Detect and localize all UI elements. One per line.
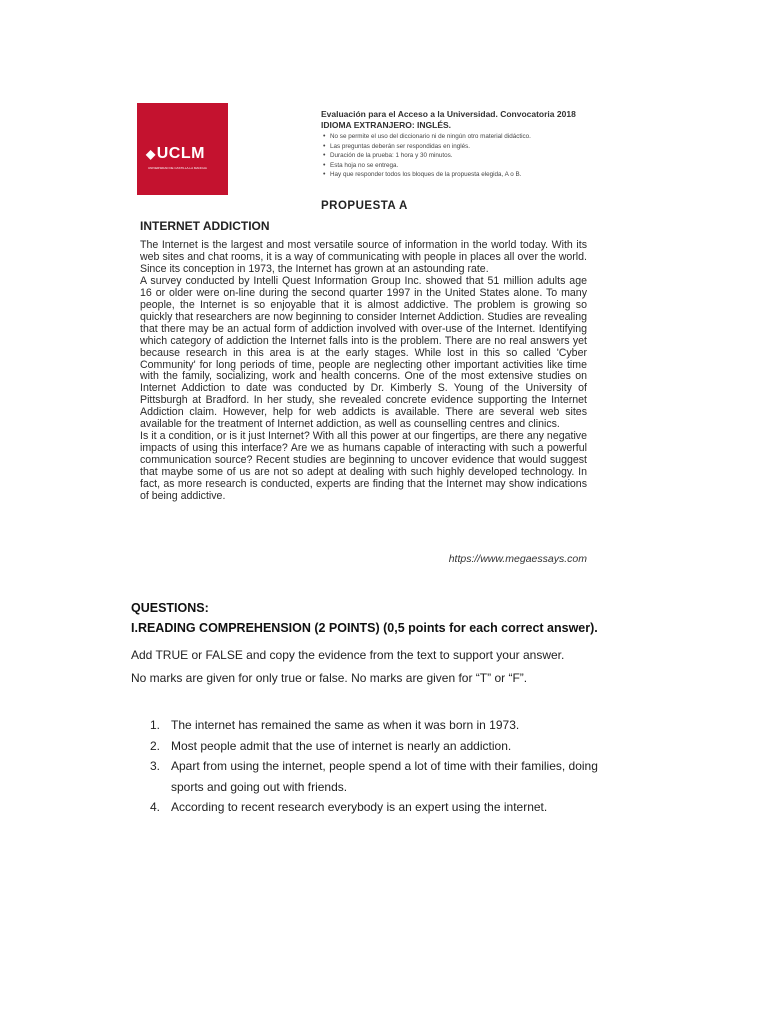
article-title: INTERNET ADDICTION [140, 219, 270, 233]
question-text: Apart from using the internet, people spend a lot of time with their families, doing sports and going out with friends. [171, 759, 598, 794]
question-item [131, 756, 611, 797]
exam-header [321, 109, 611, 180]
question-item [131, 797, 611, 818]
exam-rule: • Duración de la prueba: 1 hora y 30 minutos. [330, 151, 611, 161]
proposal-label: PROPUESTA A [321, 200, 408, 212]
article-source: https://www.megaessays.com [448, 553, 587, 565]
reading-comprehension-heading: I.READING COMPREHENSION (2 POINTS) (0,5 points for each correct answer). [131, 621, 598, 635]
exam-rule: • Las preguntas deberán ser respondidas en inglés. [330, 142, 611, 152]
question-number: 1. [150, 718, 161, 732]
article-body [140, 240, 587, 503]
exam-rule: • Hay que responder todos los bloques de la propuesta elegida, A o B. [330, 170, 611, 180]
question-list [131, 715, 611, 818]
exam-rule: • No se permite el uso del diccionario ni de ningún otro material didáctico. [330, 132, 611, 142]
question-text: The internet has remained the same as when it was born in 1973. [171, 718, 520, 732]
article-paragraph: A survey conducted by Intelli Quest Information Group Inc. showed that 51 million adults age 16 or older were on-line during the second quarter 1997 in the United States alone. To many people, the Internet is so enjoyable that it is almost addictive. The problem is growing so quickly that researchers are now beginning to consider Internet Addiction. Studies are revealing that there may be an actual form of addiction involved with over-use of the Internet. Identifying which category of addiction the Internet falls into is the problem. There are no real answers yet because research in this area is at the early stages. While lost in this so called 'Cyber Community' for long periods of time, people are neglecting other important activities like time with the family, socializing, work and health concerns. One of the most extensive studies on Internet Addiction to date was conducted by Dr. Kimberly S. Young of the University of Pittsburgh at Bradford. In her study, she revealed concrete evidence supporting the Internet Addiction claim. However, help for web addicts is available. There are several web sites available for the treatment of Internet addiction, as well as counselling centres and clinics. [140, 274, 587, 431]
exam-rules-list [321, 132, 611, 180]
exam-title: Evaluación para el Acceso a la Universidad. Convocatoria 2018 [321, 109, 576, 119]
logo-diamond-icon: ◆ [146, 147, 156, 161]
logo-subtext: UNIVERSIDAD DE CASTILLA-LA MANCHA [148, 166, 207, 170]
article-paragraph: The Internet is the largest and most versatile source of information in the world today. With its web sites and chat rooms, it is a way of communicating with people in places all over the world. Since its conception in 1973, the Internet has grown at an astounding rate. [140, 239, 587, 275]
question-text: According to recent research everybody is an expert using the internet. [171, 800, 548, 814]
question-item [131, 715, 611, 736]
logo-text: UCLM [156, 145, 205, 162]
question-text: Most people admit that the use of internet is nearly an addiction. [171, 738, 512, 753]
university-logo [137, 103, 228, 195]
question-number: 2. [150, 738, 161, 753]
logo-wordmark [146, 145, 205, 163]
exam-subject: IDIOMA EXTRANJERO: INGLÉS. [321, 120, 452, 130]
instruction-text: Add TRUE or FALSE and copy the evidence from the text to support your answer. [131, 648, 565, 662]
article-paragraph: Is it a condition, or is it just Internet? With all this power at our fingertips, are there any negative impacts of using this interface? Are we as humans capable of interacting with such a powerful communication source? Recent studies are beginning to uncover evidence that would suggest that maybe some of us are not so adept at dealing with such highly developed technology. In fact, as more research is conducted, experts are finding that the Internet may show indications of being addictive. [140, 430, 587, 503]
question-item [131, 736, 611, 757]
instruction-text: No marks are given for only true or false. No marks are given for “T” or “F”. [131, 671, 528, 685]
questions-heading: QUESTIONS: [131, 601, 209, 615]
question-number: 3. [150, 759, 161, 773]
question-number: 4. [150, 800, 161, 814]
exam-rule: • Esta hoja no se entrega. [330, 161, 611, 171]
